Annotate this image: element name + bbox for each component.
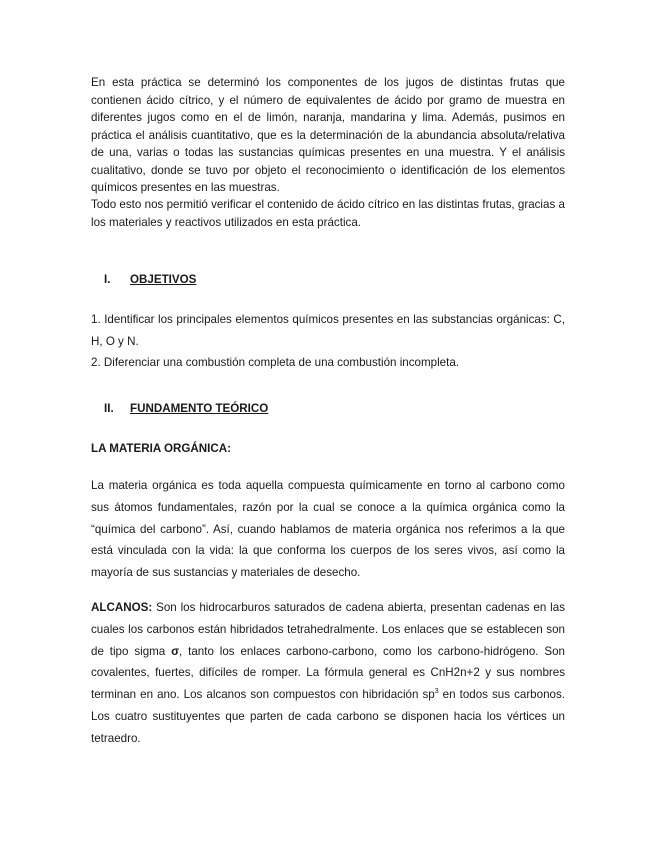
alcanos-text-2: , tanto los enlaces carbono-carbono, como los carbono-hidrógeno. Son covalentes, fuertes, difíciles de romper. La fórmula general es CnH2n+2 y sus nombres terminan en ano. Los alcanos son compuestos con hibridación sp	[91, 644, 565, 702]
objective-item-2: 2. Diferenciar una combustión completa de una combustión incompleta.	[91, 356, 459, 369]
section-title: FUNDAMENTO TEÓRICO	[130, 402, 269, 415]
alcanos-paragraph	[91, 597, 565, 750]
section-number: I.	[104, 273, 111, 286]
section-title: OBJETIVOS	[130, 273, 197, 286]
subheading-materia-organica: LA MATERIA ORGÁNICA:	[91, 442, 231, 455]
objective-item-1: 1. Identificar los principales elementos químicos presentes en las substancias orgánicas: C, H, O y N.	[91, 313, 565, 348]
section-number: II.	[104, 402, 114, 415]
alcanos-text-1: Son los hidrocarburos saturados de cadena abierta, presentan cadenas en las cuales los carbonos están hibridados tetrahedralmente. Los enlaces que se establecen son de tipo sigma	[91, 601, 565, 658]
section-heading-fundamento	[104, 401, 268, 417]
section-heading-objetivos	[104, 272, 196, 288]
alcanos-text-3: en todos sus carbonos. Los cuatro sustituyentes que parten de cada carbono se disponen hacia los vértices un tetraedro.	[91, 688, 565, 745]
intro-paragraph-1: En esta práctica se determinó los componentes de los jugos de distintas frutas que contienen ácido cítrico, y el número de equivalentes de ácido por gramo de muestra en diferentes jugos como en el de limón, naranja, mandarina y lima. Además, pusimos en práctica el análisis cuantitativo, que es la determinación de la abundancia absoluta/relativa de una, varias o todas las sustancias químicas presentes en una muestra. Y el análisis cualitativo, donde se tuvo por objeto el reconocimiento o identificación de los elementos químicos presentes en las muestras.	[91, 76, 565, 194]
materia-organica-paragraph: La materia orgánica es toda aquella compuesta químicamente en torno al carbono como sus átomos fundamentales, razón por la cual se conoce a la química orgánica como la “química del carbono”. Así, cuando hablamos de materia orgánica nos referimos a la que está vinculada con la vida: la que conforma los cuerpos de los seres vivos, así como la mayoría de sus sustancias y materiales de desecho.	[91, 479, 565, 580]
alcanos-lead: ALCANOS:	[91, 601, 153, 614]
superscript-3: 3	[434, 688, 439, 696]
intro-paragraph-2: Todo esto nos permitió verificar el contenido de ácido cítrico en las distintas frutas, gracias a los materiales y reactivos utilizados en esta práctica.	[91, 198, 565, 229]
sigma-symbol: σ	[171, 644, 180, 658]
